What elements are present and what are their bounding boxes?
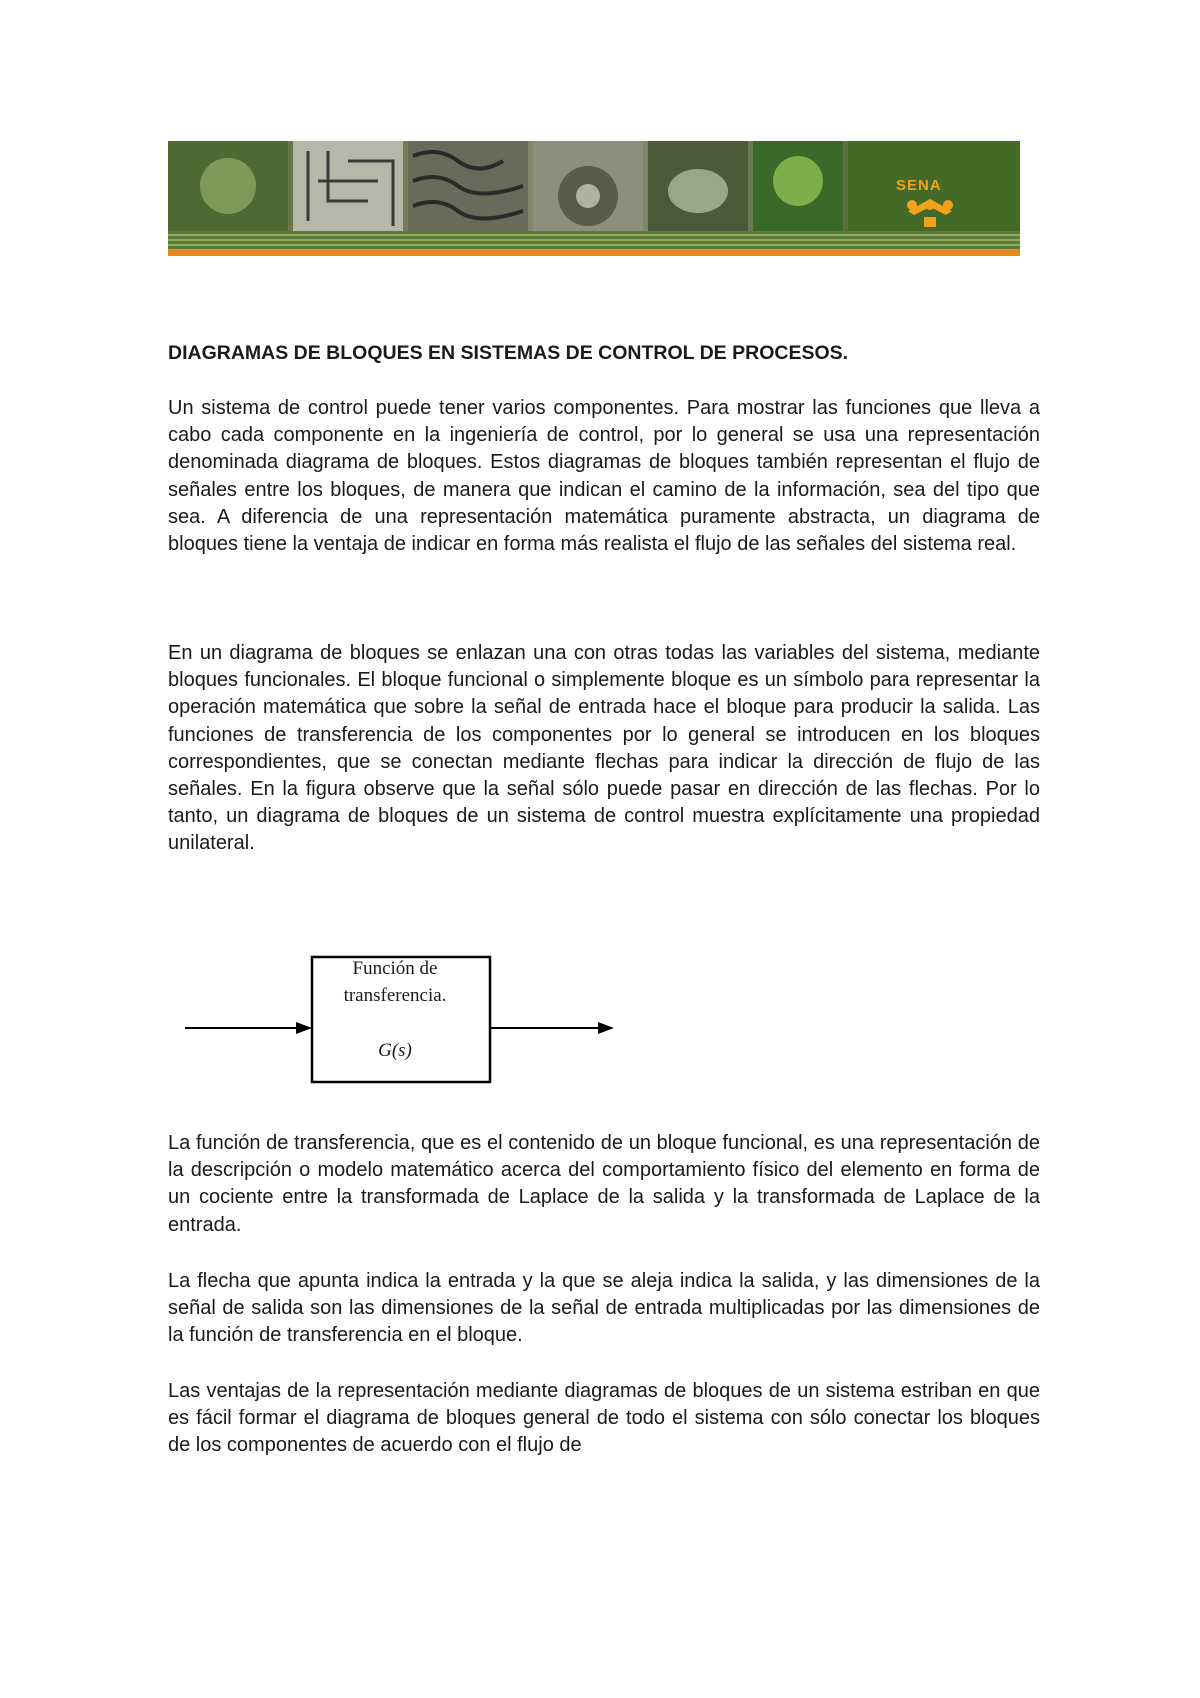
paragraph-3: La función de transferencia, que es el contenido de un bloque funcional, es una representación de la descripción o modelo matemático acerca del comportamiento físico del elemento en forma de un cociente entre la transformada de Laplace de la salida y la transformada de Laplace de la entrada. — [168, 1132, 1040, 1236]
block-symbol: G(s) — [378, 1040, 412, 1061]
paragraph-2: En un diagrama de bloques se enlazan una con otras todas las variables del sistema, mediante bloques funcionales. El bloque funcional o simplemente bloque es un símbolo para representar la operación matemática que sobre la señal de entrada hace el bloque para producir la salida. Las funciones de transferencia de los componentes por lo general se introducen en los bloques correspondientes, que se conectan mediante flechas para indicar la dirección de flujo de las señales. En la figura observe que la señal sólo puede pasar en dirección de las flechas. Por lo tanto, un diagrama de bloques de un sistema de control muestra explícitamente una propiedad unilateral. — [168, 642, 1040, 855]
input-arrowhead — [296, 1022, 312, 1034]
paragraph-1: Un sistema de control puede tener varios componentes. Para mostrar las funciones que lleva a cabo cada componente en la ingeniería de control, por lo general se usa una representación denominada diagrama de bloques. Estos diagramas de bloques también representan el flujo de señales entre los bloques, de manera que indican el camino de la información, sea del tipo que sea. A diferencia de una representación matemática puramente abstracta, un diagrama de bloques tiene la ventaja de indicar en forma más realista el flujo de las señales del sistema real. — [168, 397, 1040, 556]
block-diagram — [180, 945, 620, 1085]
paragraph-5: Las ventajas de la representación mediante diagramas de bloques de un sistema estriban en que es fácil formar el diagrama de bloques general de todo el sistema con sólo conectar los bloques de los componentes de acuerdo con el flujo de — [168, 1380, 1040, 1457]
sena-logo-text: SENA — [896, 177, 942, 194]
document-title: DIAGRAMAS DE BLOQUES EN SISTEMAS DE CONTROL DE PROCESOS. — [168, 342, 849, 364]
banner-collage-image — [168, 141, 1020, 256]
header-banner — [168, 141, 1020, 256]
output-arrowhead — [598, 1022, 614, 1034]
block-label-line2: transferencia. — [343, 985, 447, 1006]
block-label — [310, 955, 480, 1009]
block-label-line1: Función de — [352, 958, 438, 979]
paragraph-4: La flecha que apunta indica la entrada y la que se aleja indica la salida, y las dimensiones de la señal de salida son las dimensiones de la señal de entrada multiplicadas por las dimensiones de la función de transferencia en el bloque. — [168, 1270, 1040, 1347]
